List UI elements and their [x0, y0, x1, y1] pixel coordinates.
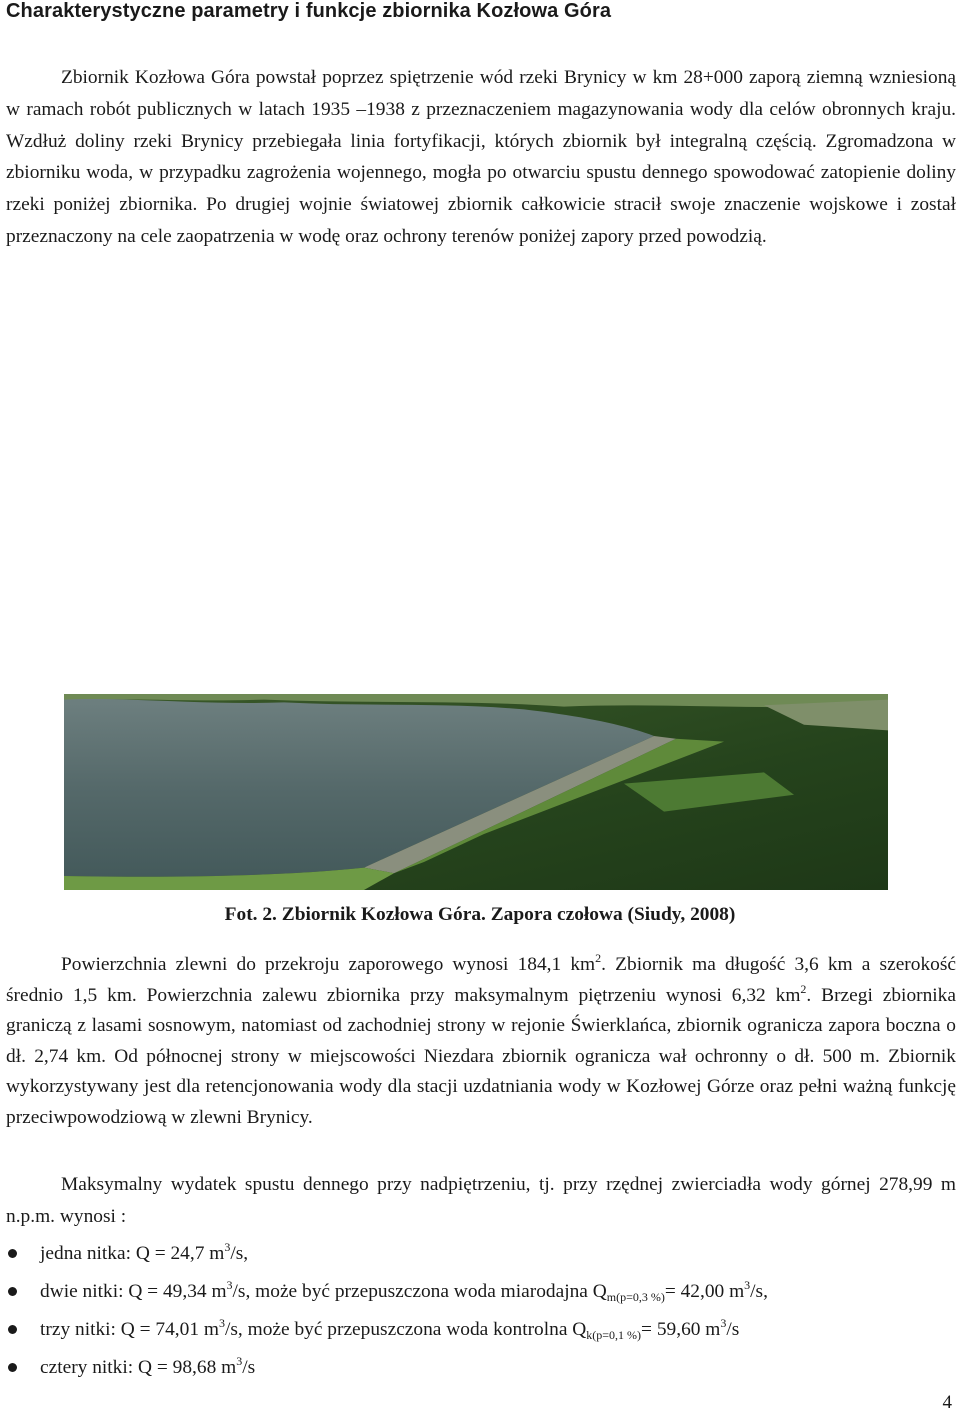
page-number: 4 — [942, 1392, 952, 1413]
intro-paragraph: Zbiornik Kozłowa Góra powstał poprzez spiętrzenie wód rzeki Brynicy w km 28+000 zaporą ziemną wzniesioną w ramach robót publicznych w latach 1935 –1938 z przeznaczeniem magazynowania wody dla celów obronnych kraju. Wzdłuż doliny rzeki Brynicy przebiegała linia fortyfikacji, których zbiornik był integralną częścią. Zgromadzona w zbiorniku woda, w przypadku zagrożenia wojennego, mogła po otwarciu spustu dennego spowodować zatopienie doliny rzeki poniżej zbiornika. Po drugiej wojnie światowej zbiornik całkowicie stracił swoje znaczenie wojskowe i został przeznaczony na cele zaopatrzenia w wodę oraz ochrony terenów poniżej zapory przed powodzią. — [6, 67, 956, 247]
discharge-list — [6, 1235, 768, 1387]
bullet-icon — [8, 1249, 17, 1258]
discharge-paragraph: Maksymalny wydatek spustu dennego przy nadpiętrzeniu, tj. przy rzędnej zwierciadła wody górnej 278,99 m n.p.m. wynosi : — [6, 1174, 956, 1227]
list-item: cztery nitki: Q = 98,68 $m^3/s$ — [6, 1349, 768, 1387]
bullet-icon — [8, 1287, 17, 1296]
bullet-icon — [8, 1363, 17, 1372]
photo-caption: Fot. 2. Zbiornik Kozłowa Góra. Zapora czołowa (Siudy, 2008) — [224, 904, 736, 925]
bullet-icon — [8, 1325, 17, 1334]
page-title: Charakterystyczne parametry i funkcje zbiornika Kozłowa Góra — [6, 0, 612, 22]
list-item: jedna nitka: Q = 24,7 $m^3/s$, — [6, 1235, 768, 1273]
reservoir-aerial-photo — [64, 694, 888, 890]
list-item: trzy nitki: Q = 74,01 $m^3/s$, może być przepuszczona woda kontrolna $Q_{k(p=0,1 \%)}= 59,60$ $m^3/s$ — [6, 1311, 768, 1349]
area-paragraph: Powierzchnia zlewni do przekroju zaporowego wynosi 184,1 $km^2$. Zbiornik ma długość 3,6 km a szerokość średnio 1,5 km. Powierzchnia zalewu zbiornika przy maksymalnym piętrzeniu wynosi 6,32 $km^2$. Brzegi zbiornika graniczą z lasami sosnowym, natomiast od zachodniej strony w rejonie Świerklańca, zbiornik ogranicza zapora boczna o dł. 2,74 km. Od północnej strony w miejscowości Niezdara zbiornik ogranicza wał ochronny o dł. 500 m. Zbiornik wykorzystywany jest dla retencjonowania wody dla stacji uzdatniania wody w Kozłowej Górze oraz pełni ważną funkcję przeciwpowodziową w zlewni Brynicy. — [6, 951, 957, 1128]
list-item: dwie nitki: Q = 49,34 $m^3/s$, może być przepuszczona woda miarodajna $Q_{m(p=0,3 \%)}= 42,00$ $m^3/s$, — [6, 1273, 768, 1311]
